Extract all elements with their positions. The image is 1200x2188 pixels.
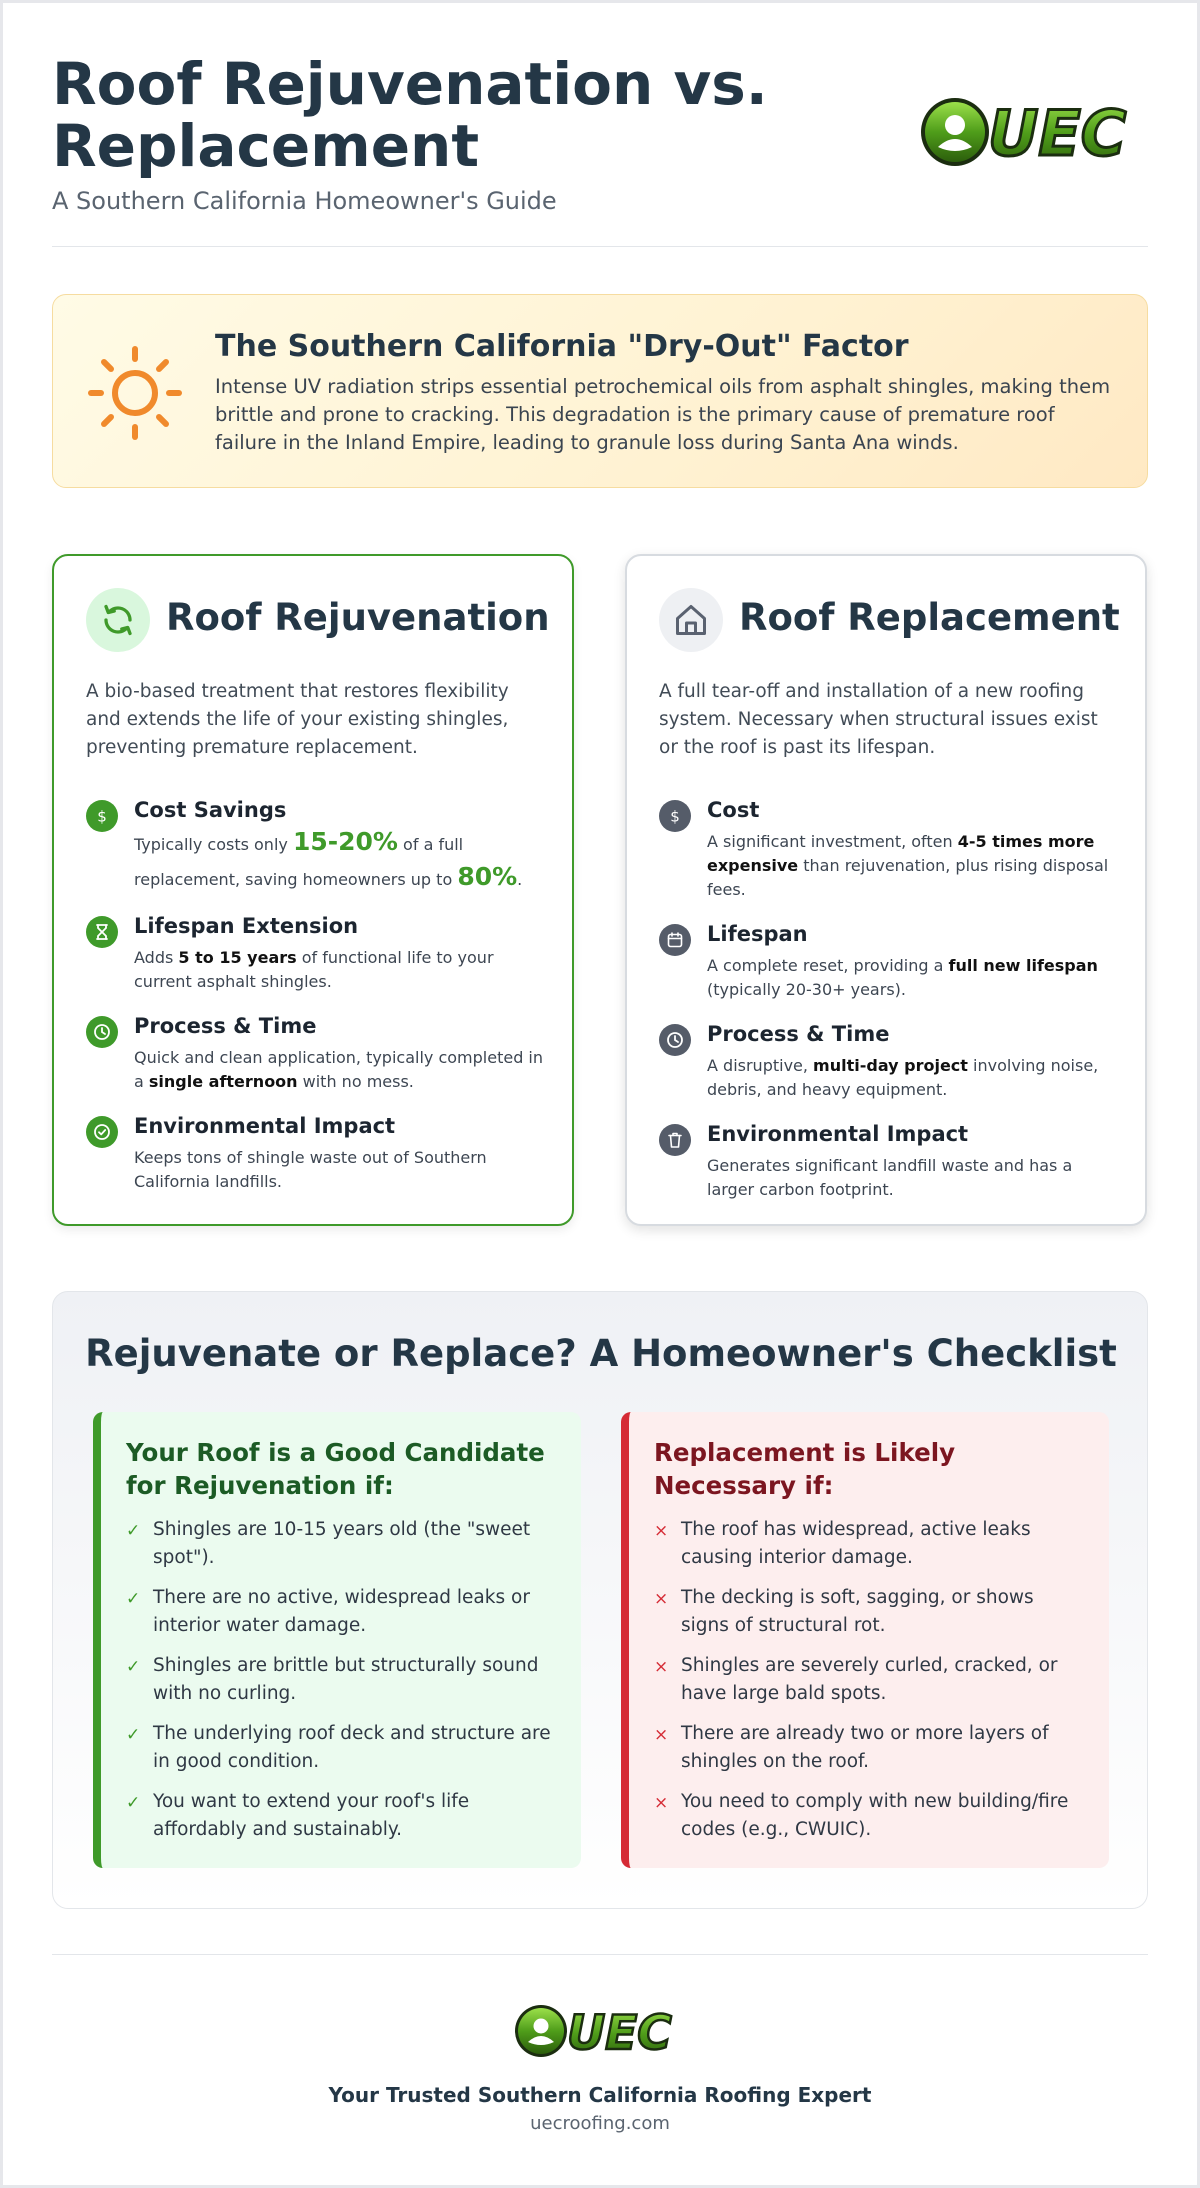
- feature-text: Quick and clean application, typically completed in a single afternoon with no mess.: [134, 1048, 544, 1091]
- divider: [52, 1954, 1148, 1955]
- feature-text: Keeps tons of shingle waste out of Southern California landfills.: [134, 1148, 487, 1191]
- feature-title: Environmental Impact: [707, 1122, 969, 1146]
- checkmark-icon: ✓: [126, 1725, 141, 1745]
- rejuvenation-candidate-list: [93, 1412, 581, 1868]
- house-icon: [659, 588, 723, 652]
- clock-icon: [659, 1024, 691, 1056]
- list-item: ✓ The underlying roof deck and structure are in good condition.: [126, 1723, 551, 1772]
- x-mark-icon: ×: [654, 1657, 669, 1677]
- list-item: ✓ There are no active, widespread leaks or interior water damage.: [126, 1587, 530, 1636]
- checkmark-icon: ✓: [126, 1521, 141, 1541]
- footer-tagline: Your Trusted Southern California Roofing Expert: [328, 2083, 872, 2107]
- feature-title: Environmental Impact: [134, 1114, 396, 1138]
- checkmark-icon: ✓: [126, 1589, 141, 1609]
- feature-title: Lifespan: [707, 922, 808, 946]
- replacement-title: Roof Replacement: [739, 596, 1120, 639]
- uec-logo: [918, 95, 1150, 173]
- list-item: ✓ Shingles are 10-15 years old (the "sweet spot").: [126, 1519, 531, 1568]
- svg-text:$: $: [97, 807, 107, 825]
- replacement-description: A full tear-off and installation of a new roofing system. Necessary when structural issues exist or the roof is past its lifespan.: [659, 681, 1098, 758]
- feature-title: Process & Time: [707, 1022, 890, 1046]
- list-item: × Shingles are severely curled, cracked, or have large bald spots.: [654, 1655, 1058, 1704]
- calendar-icon: [659, 924, 691, 956]
- page: [3, 3, 1197, 2185]
- rejuvenation-card: [52, 554, 574, 1226]
- page-title: Roof Rejuvenation vs. Replacement: [52, 50, 768, 180]
- dry-out-text: Intense UV radiation strips essential petrochemical oils from asphalt shingles, making them brittle and prone to cracking. This degradation is the primary cause of premature roof failure in the Inland Empire, leading to granule loss during Santa Ana winds.: [215, 375, 1111, 454]
- list-item: × The roof has widespread, active leaks causing interior damage.: [654, 1519, 1031, 1568]
- feature-text: A significant investment, often 4-5 times more expensive than rejuvenation, plus rising disposal fees.: [707, 832, 1109, 899]
- checklist-section: [52, 1291, 1148, 1909]
- divider: [52, 246, 1148, 247]
- logo-text: UEC: [988, 97, 1127, 169]
- refresh-icon: [86, 588, 150, 652]
- dry-out-title: The Southern California "Dry-Out" Factor: [215, 329, 909, 364]
- dollar-icon: [86, 800, 118, 832]
- checkmark-icon: ✓: [126, 1793, 141, 1813]
- checkmark-icon: ✓: [126, 1657, 141, 1677]
- svg-text:$: $: [670, 807, 680, 825]
- feature-text: A complete reset, providing a full new lifespan (typically 20-30+ years).: [707, 956, 1098, 999]
- feature-text: A disruptive, multi-day project involving noise, debris, and heavy equipment.: [707, 1056, 1099, 1099]
- feature-title: Lifespan Extension: [134, 914, 359, 938]
- list-item: ✓ Shingles are brittle but structurally sound with no curling.: [126, 1655, 539, 1704]
- replacement-necessary-title: Replacement is Likely Necessary if:: [654, 1438, 956, 1500]
- dollar-icon: [659, 800, 691, 832]
- list-item: × You need to comply with new building/fire codes (e.g., CWUIC).: [654, 1791, 1069, 1840]
- clock-icon: [86, 1016, 118, 1048]
- feature-title: Cost: [707, 798, 760, 822]
- replacement-card: [625, 554, 1147, 1226]
- feature-title: Cost Savings: [134, 798, 287, 822]
- rejuvenation-title: Roof Rejuvenation: [166, 596, 550, 639]
- footer-uec-logo: [513, 2003, 689, 2063]
- feature-text: Generates significant landfill waste and has a larger carbon footprint.: [707, 1156, 1073, 1199]
- replacement-necessary-list: [621, 1412, 1109, 1868]
- feature-text: Typically costs only 15-20% of a full replacement, saving homeowners up to 80%.: [134, 827, 523, 891]
- check-circle-icon: [86, 1116, 118, 1148]
- feature-title: Process & Time: [134, 1014, 317, 1038]
- hourglass-icon: [86, 916, 118, 948]
- rejuvenation-candidate-title: Your Roof is a Good Candidate for Rejuvenation if:: [126, 1438, 545, 1500]
- highlight-percent: 15-20%: [292, 827, 398, 856]
- dry-out-callout: [52, 294, 1148, 488]
- sun-icon: [87, 345, 183, 441]
- logo-text: UEC: [567, 2006, 672, 2059]
- list-item: × There are already two or more layers of shingles on the roof.: [654, 1723, 1049, 1772]
- trash-icon: [659, 1124, 691, 1156]
- website-link[interactable]: uecroofing.com: [530, 2113, 670, 2134]
- header: [52, 50, 1150, 249]
- rejuvenation-description: A bio-based treatment that restores flexibility and extends the life of your existing shingles, preventing premature replacement.: [86, 681, 509, 758]
- page-subtitle: A Southern California Homeowner's Guide: [52, 187, 557, 215]
- checklist-title: Rejuvenate or Replace? A Homeowner's Checklist: [85, 1332, 1117, 1375]
- list-item: × The decking is soft, sagging, or shows signs of structural rot.: [654, 1587, 1034, 1636]
- x-mark-icon: ×: [654, 1793, 669, 1813]
- x-mark-icon: ×: [654, 1589, 669, 1609]
- highlight-savings: 80%: [457, 862, 518, 891]
- feature-text: Adds 5 to 15 years of functional life to your current asphalt shingles.: [134, 948, 494, 991]
- x-mark-icon: ×: [654, 1725, 669, 1745]
- x-mark-icon: ×: [654, 1521, 669, 1541]
- list-item: ✓ You want to extend your roof's life affordably and sustainably.: [126, 1791, 470, 1840]
